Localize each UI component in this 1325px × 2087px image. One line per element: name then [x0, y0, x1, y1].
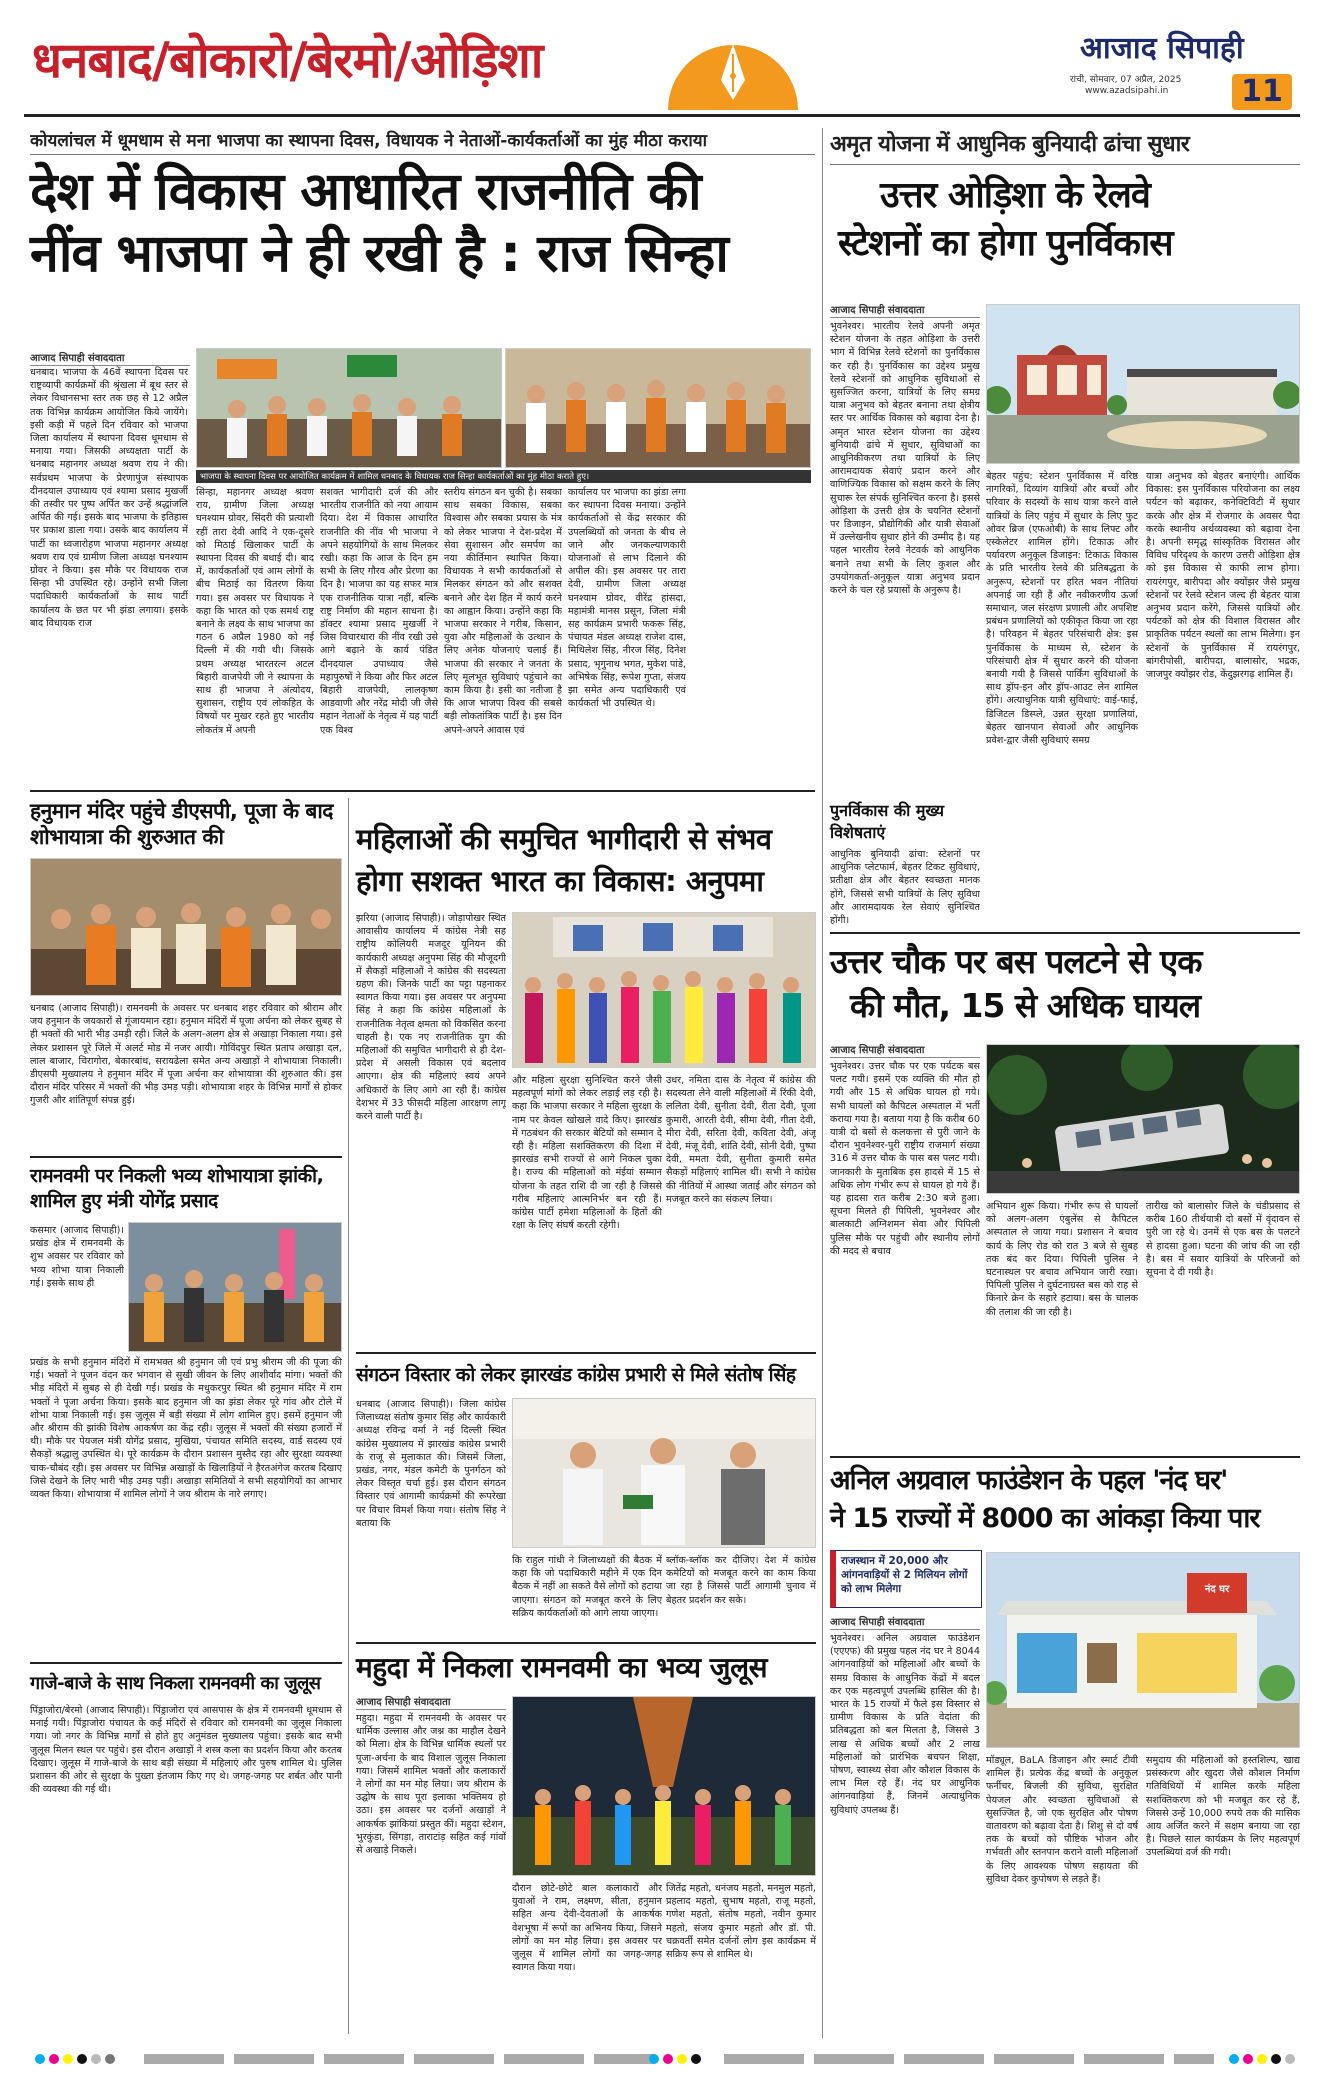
top-col-2: सिन्हा, महानगर अध्यक्ष श्रवण राय, ग्रामीण जिला अध्यक्ष घनश्याम ग्रोवर, सिंदरी की प्रत्याशी रहीं तारा देवी आदि ने एक-दूसरे को मिठाई खिलाकर पार्टी के स्थापना दिवस की बधाई दी। बाद में, कार्यकर्ताओं एवं आम लोगों के बीच मिठाई का वितरण किया गया। इस अवसर पर विधायक ने कहा कि भारत को एक समर्थ राष्ट्र बनाने के लक्ष्य के साथ भाजपा का गठन 6 अप्रैल 1980 को नई दिल्ली में की गयी थी। जिसके प्रथम अध्यक्ष भारतरत्न अटल बिहारी वाजपेयी जी ने स्थापना के साथ ही भाजपा ने अंत्योदय, सुशासन, राष्ट्रीय एवं लोकहित के विषयों पर मुखर रहते हुए भारतीय लोकतंत्र में अपनी	[196, 487, 314, 736]
mahuda-photo	[512, 1696, 816, 1876]
nandghar-headline-1: अनिल अग्रवाल फाउंडेशन के पहल 'नंद घर'	[830, 1465, 1228, 1496]
mahuda-byline: आजाद सिपाही संवाददाता	[356, 1694, 506, 1710]
nandghar-byline: आजाद सिपाही संवाददाता	[830, 1614, 980, 1630]
pen-sun-logo	[658, 30, 808, 110]
top-col-6	[692, 486, 811, 786]
bus-photo	[986, 1044, 1300, 1194]
santosh-text-3: ब्लॉक-ब्लॉक कर दीजिए। देश में कांग्रेस कमेटियों को मजबूत करने का काम किया जा रहा है जिससे पार्टी आगामी चुनाव में बेहतर प्रदर्शन कर सके।	[666, 1555, 816, 1606]
santosh-text-2: कि राहुल गांधी ने जिलाध्यक्षों की बैठक में कहा कि जो पदाधिकारी महीने में एक दिन बैठक में नहीं आ सकते वैसे लोगों को हटाया जाएगा। संगठन को मजबूत करने के लिए सक्रिय कार्यकर्ताओं को आगे लाया जाएगा।	[512, 1555, 662, 1619]
footer-bar	[24, 2048, 1300, 2070]
left-column-rule	[348, 798, 349, 2034]
santosh-headline: संगठन विस्तार को लेकर झारखंड कांग्रेस प्रभारी से मिले संतोष सिंह	[356, 1364, 796, 1386]
railway-byline: आजाद सिपाही संवाददाता	[830, 302, 980, 318]
railway-headline-1: उत्तर ओड़िशा के रेलवे	[880, 175, 1150, 216]
nandghar-headline-2: ने 15 राज्यों में 8000 का आंकड़ा किया पार	[830, 1503, 1260, 1534]
railway-text-2: आधुनिक बुनियादी ढांचा: स्टेशनों पर आधुनिक प्लेटफार्म, बेहतर टिकट सुविधाएं, प्रतीक्षा क्षेत्र और बेहतर स्वच्छता मानक होंगे, जिससे सभी यात्रियों के लिए सुविधा और आरामदायक रेल सेवाएं सुनिश्चित होंगी।	[830, 849, 980, 927]
hanuman-rule	[30, 1156, 342, 1158]
masthead	[0, 0, 1325, 110]
mahuda-text-1: महुदा। महुदा में रामनवमी के अवसर पर धार्मिक उल्लास और जश्न का माहौल देखने को मिला। क्षेत्र के विभिन्न धार्मिक स्थलों पर पूजा-अर्चना के बाद विशाल जुलूस निकाला गया। जिसमें शामिल भक्तों और कलाकारों ने लोगों का मन मोह लिया। जय श्रीराम के उद्घोष के साथ पूरा इलाका भक्तिमय हो उठा। इस अवसर पर दर्जनों अखाड़ों ने आकर्षक झांकियां प्रस्तुत कीं। महुदा स्टेशन, भुरकुंडा, सिंगड़ा, ताराटांड़ सहित कई गांवों से अखाड़े निकले।	[356, 1713, 506, 1857]
bus-byline: आजाद सिपाही संवाददाता	[830, 1042, 980, 1058]
registration-marks	[24, 2048, 1300, 2070]
top-col-1: धनबाद। भाजपा के 46वें स्थापना दिवस पर राष्ट्रव्यापी कार्यक्रमों की श्रृंखला में बूथ स्तर से लेकर विधानसभा स्तर तक छह से 12 अप्रैल तक विभिन्न कार्यक्रम आयोजित किये जायेंगे। इसी कड़ी में पहले दिन रविवार को भाजपा जिला कार्यालय में स्थापना दिवस धूमधाम से मनाया गया। जिसकी अध्यक्षता पार्टी के धनबाद महानगर अध्यक्ष श्रवण राय ने की। सर्वप्रथम भाजपा के प्रेरणापुंज संस्थापक दीनदयाल उपाध्याय एवं श्यामा प्रसाद मुखर्जी की तस्वीर पर पुष्प अर्पित कर उन्हें श्रद्धांजलि अर्पित की गई। इसके बाद भाजपा के इतिहास पर प्रकाश डाला गया। उसके बाद कार्यालय में पार्टी का ध्वजारोहण भाजपा महानगर अध्यक्ष श्रवण राय एवं ग्रामीण जिला अध्यक्ष घनश्याम ग्रोवर ने किया। इस मौके पर विधायक राज सिन्हा भी उपस्थित रहे। उन्होंने सभी जिला पदाधिकारी कार्यकर्ताओं के साथ पार्टी कार्यालय के छत पर भी झंडा लगाया। इसके बाद विधायक राज	[30, 367, 188, 629]
section-banner	[24, 22, 599, 104]
anupama-rule	[356, 1352, 816, 1354]
top-photo-caption: भाजपा के स्थापना दिवस पर आयोजित कार्यक्रम में शामिल धनबाद के विधायक राज सिन्हा कार्यकर्ताओं का मुंह मीठा कराते हुए।	[196, 470, 811, 483]
railway-kicker: अमृत योजना में आधुनिक बुनियादी ढांचा सुधार	[830, 132, 1190, 157]
gaje-text: पिंड्राजोरा/बेरमो (आजाद सिपाही)। पिंड्राजोरा एवं आसपास के क्षेत्र में रामनवमी धूमधाम से मनाई गयी। पिंड्राजोरा पंचायत के कई मंदिरों से रविवार को रामनवमी का जुलूस निकाला गया। जो नगर के विभिन्न मार्गों से होते हुए अनुमंडल मुख्यालय पहुंचा। इसके बाद सभी जुलूस मिलन स्थल पर पहुंचे। इस दौरान अखाड़ों ने शस्त्र कला का प्रदर्शन किया और करतब दिखाए। जुलूस में गाजे-बाजे के साथ बड़ी संख्या में महिलाएं और पुरुष शामिल थे। पुलिस प्रशासन की ओर से सुरक्षा के पुख्ता इंतजाम किए गए थे। जगह-जगह पर शर्बत और पानी की व्यवस्था की गई थी।	[30, 1705, 342, 1796]
mahuda-text-3: जितेंद्र महतो, धनंजय महतो, मनमुल महतो, प्रहलाद महतो, सुभाष महतो, राजू महतो, गणेश महतो, संतोष महतो, नवीन कुमार महतो, संजय कुमार महतो और डॉ. पी. चक्रवर्ती समेत दर्जनों लोग इस कार्यक्रम में सक्रिय रूप से शामिल थे।	[666, 1883, 816, 1961]
bus-rule	[830, 1456, 1300, 1458]
railway-photo	[986, 304, 1300, 464]
section-title: धनबाद/बोकारो/बेरमो/ओड़िशा	[32, 32, 543, 89]
anupama-headline-2: होगा सशक्त भारत का विकास: अनुपमा	[356, 864, 764, 898]
railway-kicker-rule	[830, 164, 1300, 165]
railway-text-1: भुवनेश्वर। भारतीय रेलवे अपनी अमृत स्टेशन योजना के तहत ओड़िशा के उत्तरी भाग में विभिन्न रेलवे स्टेशनों का पुनर्विकास कर रही है। पुनर्विकास का उद्देश्य प्रमुख रेलवे स्टेशनों को आधुनिक सुविधाओं से सुसज्जित करना, यात्रियों के लिए समग्र यात्रा अनुभव को बेहतर बनाना तथा क्षेत्रीय स्तर पर आर्थिक विकास को बढ़ावा देना है। अमृत भारत स्टेशन योजना का उद्देश्य बुनियादी ढांचे में सुधार, सुविधाओं का आधुनिकीकरण तथा यात्रियों के लिए आरामदायक सेवाएं प्रदान करने और वाणिज्यिक विकास को सक्षम करने के लिए सुचारू रेल संपर्क सुनिश्चित करना है। इससे ओड़िशा के उत्तरी क्षेत्र के चयनित स्टेशनों पर डिजाइन, प्रौद्योगिकी और यात्री सेवाओं में उल्लेखनीय सुधार होने की उम्मीद है। यह पहल भारतीय रेलवे नेटवर्क को आधुनिक बनाने तथा सभी के लिए कुशल और उपयोगकर्ता-अनुकूल यात्रा अनुभव प्रदान करने के चल रहे प्रयासों के अनुरूप है।	[830, 321, 980, 597]
nandghar-highlight-text: राजस्थान में 20,000 और आंगनवाड़ियों से 2 मिलियन लोगों को लाभ मिलेगा	[841, 1555, 968, 1595]
bus-text-2: अभियान शुरू किया। गंभीर रूप से घायलों को अलग-अलग एंबुलेंस से कैपिटल अस्पताल ले जाया गया। प्रशासन ने बचाव कार्य के लिए रोड को रात 3 बजे से सुबह तक बंद कर दिया। पिपिली पुलिस ने घटनास्थल पर बचाव अभियान जारी रखा। पिपिली पुलिस ने दुर्घटनाग्रस्त बस को राह से किनारे क्रेन के सहारे हटाया। बस के चालक की तलाश की जा रही है।	[986, 1201, 1138, 1318]
ramnavami-rule	[30, 1662, 342, 1664]
nandghar-text-3: समुदाय की महिलाओं को हस्तशिल्प, खाद्य प्रसंस्करण और खुदरा जैसे कौशल निर्माण गतिविधियों में शामिल करके महिला सशक्तिकरण को भी मजबूत कर रहे हैं, जिससे उन्हें 10,000 रुपये तक की मासिक आय अर्जित करने में सक्षम बनाया जा रहा है। पिछले साल कार्यक्रम के लिए महत्वपूर्ण उपलब्धियां दर्ज की गयी।	[1146, 1755, 1300, 1859]
kicker-rule	[30, 154, 815, 155]
top-story-kicker: कोयलांचल में धूमधाम से मना भाजपा का स्थापना दिवस, विधायक ने नेताओं-कार्यकर्ताओं का मुंह मीठा कराया	[30, 131, 708, 151]
bus-headline-1: उत्तर चौक पर बस पलटने से एक	[830, 942, 1202, 981]
ramnavami-photo	[128, 1222, 342, 1352]
nandghar-text-2: मॉड्यूल, BaLA डिजाइन और स्मार्ट टीवी शामिल हैं। प्रत्येक केंद्र बच्चों के अनुकूल फर्नीचर, बिजली की सुविधा, सुरक्षित पेयजल और स्वच्छता सुविधाओं से सुसज्जित है, जो एक सुरक्षित और पोषण वातावरण को बढ़ावा देता है। शिशु से दो वर्ष तक के बच्चों को पौष्टिक भोजन और गर्भवती और स्तनपान कराने वाली महिलाओं के लिए आवश्यक पोषण सहायता की सुविधा देकर कुपोषण से लड़ते हैं।	[986, 1755, 1138, 1885]
top-story-headline-2: नींव भाजपा ने ही रखी है : राज सिन्हा	[30, 224, 728, 284]
center-column-rule	[822, 128, 823, 2038]
page-number-text: 11	[1241, 74, 1283, 109]
railway-text-4: यात्रा अनुभव को बेहतर बनाएंगी। आर्थिक विकास: इस पुनर्विकास परियोजना का लक्ष्य पर्यटन को बढ़ाकर, कनेक्टिविटी में सुधार करके और क्षेत्र में रोजगार के अवसर पैदा करके स्थानीय अर्थव्यवस्था को बढ़ावा देना है। अपनी समृद्ध सांस्कृतिक विरासत और विविध परिदृश्य के कारण उत्तरी ओड़िशा क्षेत्र को इस विकास से काफी लाभ होगा। रायरंगपुर, बारीपदा और क्योंझर जैसे प्रमुख स्टेशनों पर रेलवे स्टेशन जल्द ही बेहतर यात्रा अनुभव प्रदान करेंगे, जिससे यात्रियों और पर्यटकों को क्षेत्र की विशाल विरासत और प्राकृतिक पर्यटन स्थलों का लाभ मिलेगा। इन स्टेशनों के पुनर्विकास में रायरंगपुर, बांगरीपोसी, बारीपदा, बालासोर, भद्रक, जाजपुर क्योंझर रोड, केंदुझरगढ़ शामिल हैं।	[1146, 471, 1300, 681]
top-col-5: कार्यालय पर भाजपा का झंडा लगा कर स्थापना दिवस मनाया। उन्होंने कार्यकर्ताओं से केंद्र सरकार की उपलब्धियों को जनता के बीच ले जाने और जनकल्याणकारी योजनाओं से लाभ दिलाने की अपील की। इस अवसर पर तारा देवी, ग्रामीण जिला अध्यक्ष घनश्याम ग्रोवर, वीरेंद्र हांसदा, महामंत्री मानस प्रसून, जिला मंत्री सह कार्यक्रम प्रभारी फकरू सिंह, पंचायत मंडल अध्यक्ष राजेश दास, मिथिलेश सिंह, नीरज सिंह, दिनेश प्रसाद, भृगुनाथ भगत, मुकेश पांडे, अभिषेक सिंह, रूपेश गुप्ता, संजय झा समेत अन्य पदाधिकारी एवं कार्यकर्ता भी उपस्थित थे।	[568, 487, 686, 710]
bus-text-3: तारीख को बालासोर जिले के चंडीप्रसाद से करीब 160 तीर्थयात्री दो बसों में वृंदावन से पुरी जा रहे थे। उनमें से एक बस के पलटने से हादसा हुआ। घटना की जांच की जा रही है। बस में सवार यात्रियों के परिजनों को सूचना दे दी गयी है।	[1146, 1201, 1300, 1279]
railway-headline-2: स्टेशनों का होगा पुनर्विकास	[838, 223, 1173, 264]
hanuman-headline: हनुमान मंदिर पहुंचे डीएसपी, पूजा के बाद शोभायात्रा की शुरुआत की	[30, 799, 333, 849]
mahuda-text-2: दौरान छोटे-छोटे बाल कलाकारों और युवाओं ने राम, लक्ष्मण, सीता, हनुमान सहित अन्य देवी-देवताओं के आकर्षक वेशभूषा में रूपों का अभिनय किया, जिसने लोगों का मन मोह लिया। इस अवसर पर जुलूस में शामिल लोगों का जगह-जगह स्वागत किया गया।	[512, 1883, 662, 1974]
santosh-photo	[512, 1398, 816, 1548]
anupama-text-3: उधर, नमिता दास के नेतृत्व में कांग्रेस की सदस्यता लेने वाली महिलाओं में रिंकी देवी, ललिता देवी, सुनीता देवी, रीता देवी, पूजा कुमारी, आरती देवी, सीमा देवी, गीता देवी, मीरा देवी, सरिता देवी, कविता देवी, अंजू देवी, मंजू देवी, शांति देवी, सोनी देवी, पुष्पा देवी, ममता देवी, सुनीता कुमारी समेत सैकड़ों महिलाएं शामिल थीं। सभी ने कांग्रेस की नीतियों में आस्था जताई और संगठन को मजबूत करने का संकल्प लिया।	[666, 1075, 816, 1205]
mahuda-headline: महुदा में निकला रामनवमी का भव्य जुलूस	[356, 1651, 767, 1684]
railway-rule	[830, 932, 1300, 934]
gaje-headline: गाजे-बाजे के साथ निकला रामनवमी का जुलूस	[30, 1673, 321, 1694]
bus-text-1: भुवनेश्वर। उत्तर चौक पर एक पर्यटक बस पलट गयी। इसमें एक व्यक्ति की मौत हो गयी और 15 से अधिक घायल हो गये। सभी घायलों को कैपिटल अस्पताल में भर्ती कराया गया है। बताया गया है कि करीब 60 यात्री दो बसों से कलकत्ता से पुरी जाने के दौरान भुवनेश्वर-पुरी राष्ट्रीय राजमार्ग संख्या 316 में उत्तर चौक के पास बस पलट गयी। जानकारी के मुताबिक इस हादसे में 15 से अधिक लोग गंभीर रूप से घायल हो गये हैं। यह हादसा रात करीब 2:30 बजे हुआ। सूचना मिलते ही पिपिली, भुवनेश्वर और बालकाटी अग्निशमन सेवा और पिपिली पुलिस मौके पर पहुंची और स्थानीय लोगों की मदद से बचाव	[830, 1061, 980, 1257]
paper-name: आजाद सिपाही	[1080, 31, 1244, 66]
nandghar-sign: नंद घर	[1204, 1584, 1230, 1595]
nandghar-text-1: भुवनेश्वर। अनिल अग्रवाल फाउंडेशन (एएएफ) की प्रमुख पहल नंद घर ने 8044 आंगनवाड़ियों को महिलाओं और बच्चों के समग्र विकास के आधुनिक केंद्रों में बदल कर एक महत्वपूर्ण उपलब्धि हासिल की है। भारत के 15 राज्यों में फैले इस विस्तार से ग्रामीण विकास के प्रति वेदांता की प्रतिबद्धता को बल मिलता है, जिससे 3 लाख से अधिक बच्चों और 2 लाख महिलाओं को प्रारंभिक बचपन शिक्षा, पोषण, स्वास्थ्य सेवा और कौशल विकास के लाभ मिल रहे हैं। नंद घर आधुनिक आंगनवाड़ियां हैं, जिनमें अत्याधुनिक सुविधाएं उपलब्ध हैं।	[830, 1633, 980, 1816]
top-story-rule	[30, 790, 815, 792]
anupama-text-2: और महिला सुरक्षा सुनिश्चित करने जैसी महत्वपूर्ण मांगों को लेकर लड़ाई लड़ रही है। कहा कि भाजपा सरकार ने महिला सुरक्षा के नाम पर केवल खोखले वादे किए। झारखंड में गठबंधन की सरकार बेटियों को सम्मान दे रही है। महिला सशक्तिकरण की दिशा में झारखंड सभी राज्यों से आगे निकल चुका है। राज्य की महिलाओं को मंईयां सम्मान योजना के तहत राशि दी जा रही है जिससे गरीब महिलाएं आत्मनिर्भर बन रही हैं। कांग्रेस पार्टी हमेशा महिलाओं के हितों की रक्षा के लिए संघर्ष करती रहेगी।	[512, 1075, 662, 1232]
top-byline: आजाद सिपाही संवाददाता	[30, 350, 190, 366]
anupama-text-1: झरिया (आजाद सिपाही)। जोड़ापोखर स्थित आवासीय कार्यालय में कांग्रेस नेत्री सह राष्ट्रीय कोलियरी मजदूर यूनियन की कार्यकारी अध्यक्ष अनुपमा सिंह की मौजूदगी में सैकड़ों महिलाओं ने कांग्रेस की सदस्यता ग्रहण की। जिनके पार्टी का पट्टा पहनाकर स्वागत किया गया। इस अवसर पर अनुपमा सिंह ने कहा कि कांग्रेस महिलाओं के राजनीतिक नेतृत्व क्षमता को विकसित करना चाहती है। एक नए राजनीतिक युग की महिलाओं की समुचित भागीदारी से ही देश-प्रदेश में असली विकास एवं बदलाव आएगा। क्षेत्र की महिलाएं स्वयं अपने अधिकारों के लिए आगे आ रही हैं। कांग्रेस देशभर में 33 फीसदी महिला आरक्षण लागू करने वाली पार्टी है।	[356, 913, 506, 1123]
nandghar-highlight-box	[830, 1550, 982, 1608]
top-photo-2	[505, 348, 811, 468]
hanuman-text: धनबाद (आजाद सिपाही)। रामनवमी के अवसर पर धनबाद शहर रविवार को श्रीराम और जय हनुमान के जयकारों से गूंजायमान रहा। हनुमान मंदिरों में पूजा अर्चना को लेकर सुबह से ही भक्तों की भारी भीड़ उमड़ी रही। जिले के अलग-अलग क्षेत्र से अखाड़ा निकाला गया। इसे लेकर प्रशासन पूरे जिले में अलर्ट मोड में नजर आयी। गोविंदपुर स्थित प्रताप अखाड़ा दल, लाल बाजार, चिरागोरा, बेकारबांध, सरायढेला समेत अन्य अखाड़ों ने शोभायात्रा निकाली। डीएसपी मुख्यालय ने हनुमान मंदिर में पूजा अर्चना कर शोभायात्रा की शुरुआत की। इस दौरान मंदिर परिसर में भक्तों की भीड़ उमड़ पड़ी। शोभायात्रा शहर के विभिन्न मार्गों से होकर गुजरी और शांतिपूर्ण संपन्न हुई।	[30, 1003, 342, 1107]
website[interactable]: www.azadsipahi.in	[1085, 86, 1169, 96]
hanuman-photo	[30, 858, 342, 996]
nandghar-photo	[986, 1552, 1300, 1748]
railway-text-3: बेहतर पहुंच: स्टेशन पुनर्विकास में वरिष्ठ नागरिकों, दिव्यांग यात्रियों और बच्चों और परिवार के सदस्यों के साथ यात्रा करने वाले यात्रियों के लिए पहुंच में सुधार के लिए फुट ओवर ब्रिज (एफओबी) के साथ लिफ्ट और एस्केलेटर शामिल होंगे। टिकाऊ और पर्यावरण अनुकूल डिजाइन: टिकाऊ विकास के प्रति भारतीय रेलवे की प्रतिबद्धता के अनुरूप, स्टेशनों पर हरित भवन नीतियां अपनाई जा रही हैं और नवीकरणीय ऊर्जा समाधान, जल संरक्षण प्रणाली और अपशिष्ट प्रबंधन प्रणालियों को एकीकृत किया जा रहा है। परिवहन में बेहतर परिसंचारी क्षेत्र: इस पुनर्विकास के माध्यम से, स्टेशन के परिसंचारी क्षेत्र में सुधार करने की योजना बनायी गयी है जिससे पार्किंग सुविधाओं के साथ ड्रॉप-इन और ड्रॉप-आउट लेन शामिल होंगे। अत्याधुनिक यात्री सुविधाएं: वाई-फाई, डिजिटल डिस्प्ले, उन्नत सुरक्षा प्रणालियां, बेहतर खानपान सेवाओं और आधुनिक प्रवेश-द्वार जैसी सुविधाएं समग्र	[986, 471, 1138, 747]
top-col-3: सशक्त भागीदारी दर्ज की और भारतीय राजनीति को नया आयाम दिया। देश में विकास आधारित राजनीति की नींव भी भाजपा ने अपने सहयोगियों के साथ मिलकर रखी। कहा कि आज के दिन हम सभी के लिए गौरव और प्रेरणा का दिन है। भाजपा का यह सफर मात्र एक राजनीतिक यात्रा नहीं, बल्कि राष्ट्र निर्माण की महान साधना है। डॉक्टर श्यामा प्रसाद मुखर्जी ने जिस विचारधारा की नींव रखी उसे आगे बढ़ाने के कार्य पंडित दीनदयाल उपाध्याय जैसे महापुरुषों ने किया और फिर अटल बिहारी वाजपेयी, लालकृष्ण आडवाणी और नरेंद्र मोदी जी जैसे महान नेताओं के नेतृत्व में यह पार्टी एक विश्व	[320, 487, 438, 736]
top-story-headline-1: देश में विकास आधारित राजनीति की	[30, 162, 701, 222]
top-col-4: स्तरीय संगठन बन चुकी है। सबका साथ सबका विकास, सबका विश्वास और सबका प्रयास के मंत्र को लेकर भाजपा ने देश-प्रदेश में सेवा सुशासन और समर्पण का नया कीर्तिमान स्थापित किया। विधायक ने सभी कार्यकर्ताओं से मिलकर संगठन को और सशक्त बनाने और देश हित में कार्य करने का आह्वान किया। उन्होंने कहा कि भाजपा सरकार ने गरीब, किसान, युवा और महिलाओं के उत्थान के लिए अनेक योजनाएं चलाई हैं। भाजपा की सरकार ने जनता के लिए मूलभूत सुविधाएं पहुंचाने का काम किया है। इसी का नतीजा है कि आज भाजपा विश्व की सबसे बड़ी लोकतांत्रिक पार्टी है। इस दिन अपने-अपने आवास एवं	[444, 487, 562, 736]
ramnavami-lead: कसमार (आजाद सिपाही)। प्रखंड क्षेत्र में रामनवमी के शुभ अवसर पर रविवार को भव्य शोभा यात्रा निकाली गई। इसके साथ ही	[30, 1225, 124, 1289]
dateline: रांची, सोमवार, 07 अप्रैल, 2025	[1070, 75, 1182, 85]
anupama-headline-1: महिलाओं की समुचित भागीदारी से संभव	[356, 822, 772, 856]
santosh-rule	[356, 1642, 816, 1644]
top-photo-1	[196, 348, 502, 468]
page-number	[1232, 74, 1292, 110]
santosh-text-1: धनबाद (आजाद सिपाही)। जिला कांग्रेस जिलाध्यक्ष संतोष कुमार सिंह और कार्यकारी अध्यक्ष रविन्द्र वर्मा ने नई दिल्ली स्थित कांग्रेस मुख्यालय में झारखंड कांग्रेस प्रभारी के राजू से मुलाकात की। जिसमें जिला, प्रखंड, नगर, मंडल कमेटी के पुनर्गठन को लेकर विस्तृत चर्चा हुई। इस दौरान संगठन विस्तार एवं आगामी कार्यक्रमों की रूपरेखा पर विचार विमर्श किया गया। संतोष सिंह ने बताया कि	[356, 1399, 506, 1529]
masthead-rule	[24, 114, 1300, 117]
bus-headline-2: की मौत, 15 से अधिक घायल	[850, 986, 1201, 1025]
anupama-photo	[512, 912, 816, 1068]
ramnavami-headline: रामनवमी पर निकली भव्य शोभायात्रा झांकी, शामिल हुए मंत्री योगेंद्र प्रसाद	[30, 1165, 324, 1212]
railway-subhead: पुनर्विकास की मुख्य विशेषताएं	[830, 801, 945, 842]
ramnavami-text: प्रखंड के सभी हनुमान मंदिरों में रामभक्त श्री हनुमान जी एवं प्रभु श्रीराम जी की पूजा की गई। भक्तों ने पूजन वंदन कर भगवान से सुखी जीवन के लिए आशीर्वाद मांगा। भक्तों की भीड़ मंदिरों में सुबह से ही देखी गई। प्रखंड के मधुकरपुर स्थित श्री हनुमान मंदिर में राम भक्तों ने पूजा अर्चना किया। इसके बाद हनुमान जी का झंडा लेकर पूरे गांव और टोले में शोभा यात्रा निकाली गई। इस जुलूस में बड़ी संख्या में लोग शामिल हुए। इसमें हनुमान जी और श्रीराम की झांकी विशेष आकर्षण का केंद्र रही। जुलूस में भक्तों की संख्या हजारों में थी। मौके पर पेयजल मंत्री योगेंद्र प्रसाद, मुखिया, पंचायत समिति सदस्य, वार्ड सदस्य एवं सैकड़ों श्रद्धालु उपस्थित थे। पूरे कार्यक्रम के दौरान प्रशासन मुस्तैद रहा और सुरक्षा व्यवस्था चाक-चौबंद रही। इस अवसर पर विभिन्न अखाड़ों के खिलाड़ियों ने हैरतअंगेज करतब दिखाए जिसे देखने के लिए भारी भीड़ उमड़ पड़ी। अखाड़ा समितियों ने सभी सहयोगियों का आभार व्यक्त किया। शोभायात्रा में शामिल लोगों ने जय श्रीराम के नारे लगाए।	[30, 1357, 342, 1501]
